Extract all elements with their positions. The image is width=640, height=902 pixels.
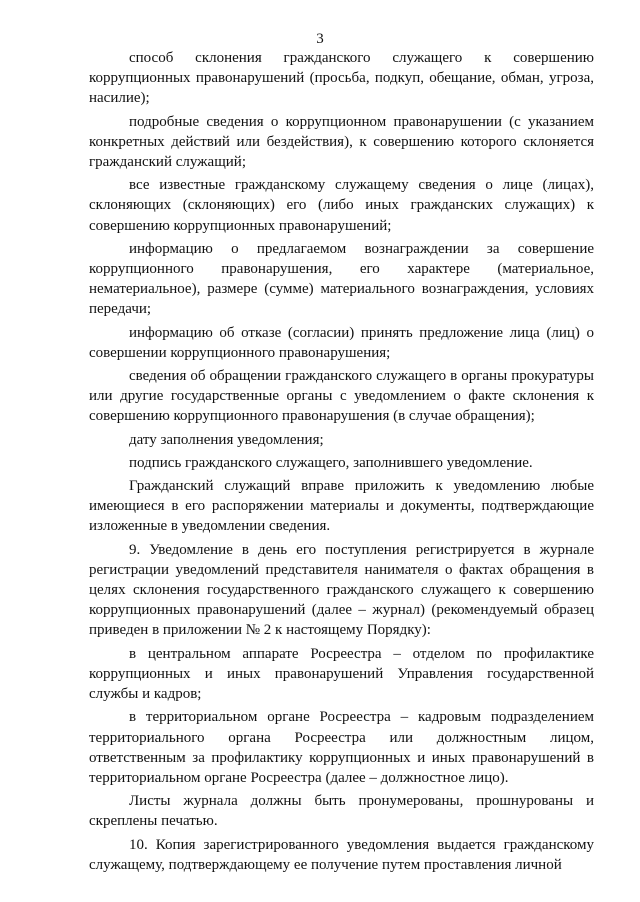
paragraph-territorial-office: в территориальном органе Росреестра – кадровым подразделением территориального органа Росреестра или должностным лицом, ответственным за профилактику коррупционных и иных правонарушений в территориальном органе Росреестра (далее – должностное лицо).: [89, 709, 594, 786]
paragraph-appeal-info: сведения об обращении гражданского служащего в органы прокуратуры или другие государственные органы с уведомлением о факте склонения к совершению коррупционного правонарушения (в случае обращения);: [89, 368, 594, 425]
paragraph-inducement-method: способ склонения гражданского служащего к совершению коррупционных правонарушений (просьба, подкуп, обещание, обман, угроза, насилие);: [89, 50, 594, 107]
paragraph-attachments: Гражданский служащий вправе приложить к уведомлению любые имеющиеся в его распоряжении материалы и документы, подтверждающие изложенные в уведомлении сведения.: [89, 478, 594, 535]
paragraph-item-10: 10. Копия зарегистрированного уведомления выдается гражданскому служащему, подтверждающему ее получение путем проставления личной: [89, 836, 594, 873]
page-number: 3: [316, 31, 324, 47]
paragraph-signature: подпись гражданского служащего, заполнившего уведомление.: [129, 454, 533, 471]
paragraph-reward-info: информацию о предлагаемом вознаграждении за совершение коррупционного правонарушения, его характере (материальное, нематериальное), размере (сумме) материального вознаграждения, условиях передачи;: [89, 240, 594, 318]
paragraph-central-office: в центральном аппарате Росреестра – отделом по профилактике коррупционных и иных правонарушений Управления государственной службы и кадров;: [89, 645, 594, 703]
paragraph-journal-sheets: Листы журнала должны быть пронумерованы, прошнурованы и скреплены печатью.: [89, 793, 594, 830]
body-text: [89, 48, 594, 875]
paragraph-refusal-info: информацию об отказе (согласии) принять предложение лица (лиц) о совершении коррупционного правонарушения;: [89, 324, 594, 361]
paragraph-item-9: 9. Уведомление в день его поступления регистрируется в журнале регистрации уведомлений представителя нанимателя о фактах обращения в целях склонения государственного гражданского служащего к совершению коррупционных правонарушений (далее – журнал) (рекомендуемый образец приведен в приложении № 2 к настоящему Порядку):: [89, 541, 594, 639]
paragraph-offense-details: подробные сведения о коррупционном правонарушении (с указанием конкретных действий или бездействия), к совершению которого склоняется гражданский служащий;: [89, 113, 594, 171]
paragraph-inducer-info: все известные гражданскому служащему сведения о лице (лицах), склоняющих (склоняющих) его (либо иных гражданских служащих) к совершению коррупционных правонарушений;: [89, 177, 594, 234]
paragraph-fill-date: дату заполнения уведомления;: [129, 431, 324, 448]
